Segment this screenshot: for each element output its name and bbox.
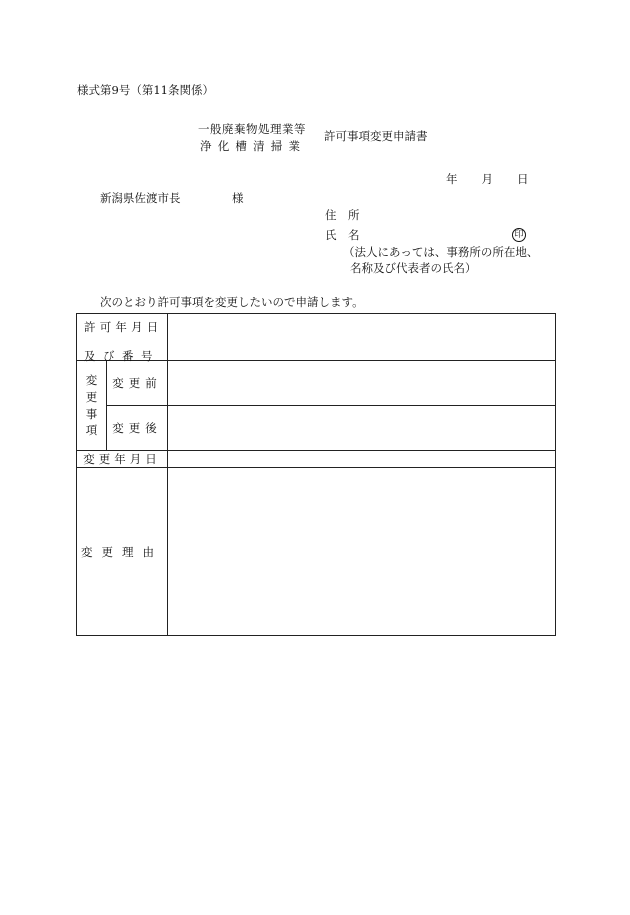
after-label: 変更後 — [107, 406, 168, 451]
business-type-line1: 一般廃棄物処理業等 — [198, 122, 306, 136]
change-after-row — [77, 406, 556, 451]
addressee: 新潟県佐渡市長 — [100, 191, 181, 205]
form-number: 様式第9号（第11条関係） — [77, 83, 214, 97]
change-items-char: 事 — [85, 406, 98, 421]
permit-value-cell[interactable] — [168, 314, 556, 361]
permit-label-line2: 及び番号 — [84, 349, 160, 363]
application-date — [446, 174, 529, 186]
change-items-char: 更 — [85, 389, 98, 404]
change-items-char: 変 — [85, 373, 98, 388]
address-label: 住 所 — [325, 208, 360, 222]
date-day-unit: 日 — [517, 172, 529, 186]
corporate-note-line2: 名称及び代表者の氏名） — [350, 261, 477, 275]
permit-row — [77, 314, 556, 361]
change-date-value-cell[interactable] — [168, 451, 556, 468]
date-month-unit: 月 — [481, 172, 493, 186]
before-label: 変更前 — [107, 361, 168, 406]
change-items-label — [77, 361, 107, 451]
name-label: 氏 名 — [325, 228, 360, 242]
reason-value-cell[interactable] — [168, 468, 556, 636]
intro-text: 次のとおり許可事項を変更したいので申請します。 — [100, 295, 364, 309]
before-value-cell[interactable] — [168, 361, 556, 406]
permit-label-cell — [77, 314, 168, 361]
honorific: 様 — [232, 191, 244, 205]
document-title: 許可事項変更申請書 — [324, 129, 428, 143]
date-year-unit: 年 — [446, 172, 458, 186]
corporate-note-line1: （法人にあっては、事務所の所在地、 — [343, 245, 539, 259]
permit-label-line1: 許可年月日 — [84, 320, 163, 334]
change-items-char: 項 — [85, 423, 98, 438]
change-application-table — [76, 313, 556, 636]
seal-icon: 印 — [512, 228, 526, 242]
change-date-row — [77, 451, 556, 468]
after-value-cell[interactable] — [168, 406, 556, 451]
change-date-label: 変更年月日 — [77, 451, 168, 468]
business-type-line2: 浄化槽清掃業 — [200, 139, 307, 153]
change-before-row — [77, 361, 556, 406]
reason-row — [77, 468, 556, 636]
reason-label: 変更理由 — [77, 468, 168, 636]
